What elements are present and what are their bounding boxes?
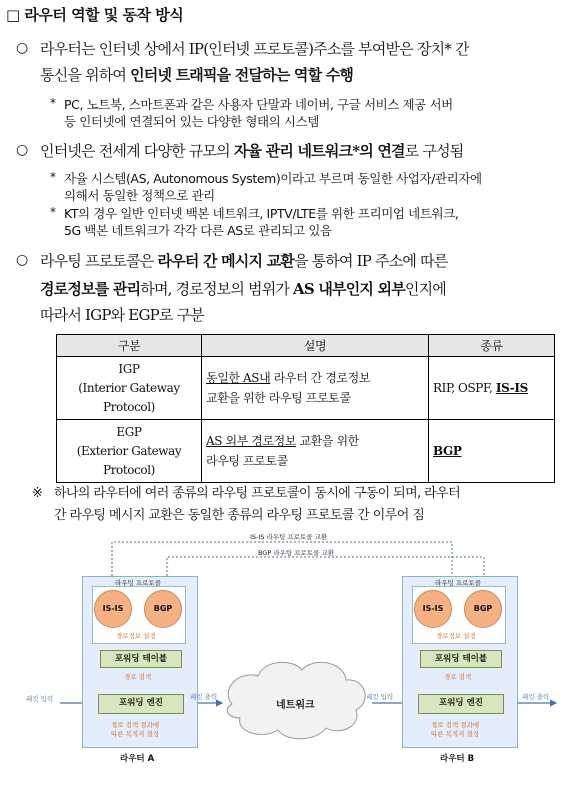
sub-mark: * xyxy=(50,170,56,184)
bullet-2-sub2-cont: 5G 백본 네트워크가 각각 다른 AS로 관리되고 있음 xyxy=(64,223,332,238)
bullet-3-line3: 따라서 IGP와 EGP로 구분 xyxy=(40,306,204,324)
network-label: 네트워크 xyxy=(276,700,315,711)
router-b-protocol-label: 라우팅 프로토콜 xyxy=(435,579,482,587)
bullet-mark: ○ xyxy=(16,40,29,56)
bgp-exchange-label: BGP 라우팅 프로토콜 교환 xyxy=(258,549,335,557)
router-a-path-search: 경로 검색 xyxy=(124,673,152,681)
router-b-forwarding-engine: 포워딩 엔진 xyxy=(418,694,504,714)
sub-mark: * xyxy=(50,96,56,110)
router-b-isis: IS-IS xyxy=(414,590,452,628)
router-a-forwarding-table: 포워딩 테이블 xyxy=(100,650,182,668)
router-b-forwarding-table: 포워딩 테이블 xyxy=(420,650,502,668)
router-b-result-1: 경로 검색 결과에 xyxy=(431,721,480,729)
router-diagram xyxy=(0,530,567,785)
table-cell-type: IGP (Interior Gateway Protocol) xyxy=(57,357,202,420)
table-row xyxy=(57,357,555,420)
router-b-bgp: BGP xyxy=(464,590,502,628)
table-cell-kind: RIP, OSPF, IS-IS xyxy=(429,357,555,420)
router-a-result-2: 따른 목적지 결정 xyxy=(111,730,160,738)
bullet-3-line2: 경로정보를 관리하며, 경로정보의 범위가 AS 내부인지 외부인지에 xyxy=(40,280,446,298)
note-line2: 간 라우팅 메시지 교환은 동일한 종류의 라우팅 프로토콜 간 이루어 짐 xyxy=(54,508,425,523)
router-b-packet-in: 패킷 입력 xyxy=(366,693,394,701)
router-b-path-setting: 경로정보 설정 xyxy=(436,632,476,640)
router-a-path-setting: 경로정보 설정 xyxy=(116,632,156,640)
table-cell-desc: 동일한 AS내 라우터 간 경로정보 교환을 위한 라우팅 프로토콜 xyxy=(202,357,429,420)
bullet-2-sub1-cont: 의해서 동일한 정책으로 관리 xyxy=(64,188,215,203)
bullet-mark: ○ xyxy=(16,252,29,268)
note-mark: ※ xyxy=(32,486,43,501)
bullet-2-sub2: KT의 경우 일반 인터넷 백본 네트워크, IPTV/LTE를 위한 프리미엄 네트워크, xyxy=(64,206,459,221)
bullet-1-line2: 통신을 위하여 인터넷 트래픽을 전달하는 역할 수행 xyxy=(40,66,354,84)
table-header: 구분 xyxy=(57,335,202,357)
router-b-result-2: 따른 목적지 결정 xyxy=(431,730,480,738)
router-a-result-1: 경로 검색 결과에 xyxy=(111,721,160,729)
router-a-protocol-label: 라우팅 프로토콜 xyxy=(115,579,162,587)
table-header: 종류 xyxy=(429,335,555,357)
table-row xyxy=(57,420,555,483)
bullet-2-line1: 인터넷은 전세계 다양한 규모의 자율 관리 네트워크*의 연결로 구성됨 xyxy=(40,142,464,160)
bullet-1-line1: 라우터는 인터넷 상에서 IP(인터넷 프로토콜)주소를 부여받은 장치* 간 xyxy=(40,40,469,58)
table-cell-kind: BGP xyxy=(429,420,555,483)
isis-exchange-label: IS-IS 라우팅 프로토콜 교환 xyxy=(250,533,328,541)
section-title: □ 라우터 역할 및 동작 방식 xyxy=(6,6,184,24)
router-a-forwarding-engine: 포워딩 엔진 xyxy=(98,694,184,714)
bullet-1-sub: PC, 노트북, 스마트폰과 같은 사용자 단말과 네이버, 구글 서비스 제공 서버 xyxy=(64,97,453,112)
router-b-packet-out: 패킷 출력 xyxy=(522,693,550,701)
protocol-table xyxy=(56,334,555,483)
bullet-2-sub1: 자율 시스템(AS, Autonomous System)이라고 부르며 동일한 사업자/관리자에 xyxy=(64,171,482,186)
bullet-3-line1: 라우팅 프로토콜은 라우터 간 메시지 교환을 통하여 IP 주소에 따른 xyxy=(40,252,448,270)
router-b-label: 라우터 B xyxy=(440,754,475,764)
table-header-row xyxy=(57,335,555,357)
router-a-label: 라우터 A xyxy=(120,754,155,764)
bullet-1-sub-cont: 등 인터넷에 연결되어 있는 다양한 형태의 시스템 xyxy=(64,114,319,129)
router-b-path-search: 경로 검색 xyxy=(444,673,472,681)
router-a-packet-out: 패킷 출력 xyxy=(190,693,218,701)
sub-mark: * xyxy=(50,205,56,219)
router-a-bgp: BGP xyxy=(144,590,182,628)
table-cell-type: EGP (Exterior Gateway Protocol) xyxy=(57,420,202,483)
router-a-isis: IS-IS xyxy=(94,590,132,628)
table-cell-desc: AS 외부 경로정보 교환을 위한 라우팅 프로토콜 xyxy=(202,420,429,483)
bullet-mark: ○ xyxy=(16,142,29,158)
note-line1: 하나의 라우터에 여러 종류의 라우팅 프로토콜이 동시에 구동이 되며, 라우터 xyxy=(54,486,461,501)
router-a-packet-in: 패킷 입력 xyxy=(26,695,54,703)
table-header: 설명 xyxy=(202,335,429,357)
